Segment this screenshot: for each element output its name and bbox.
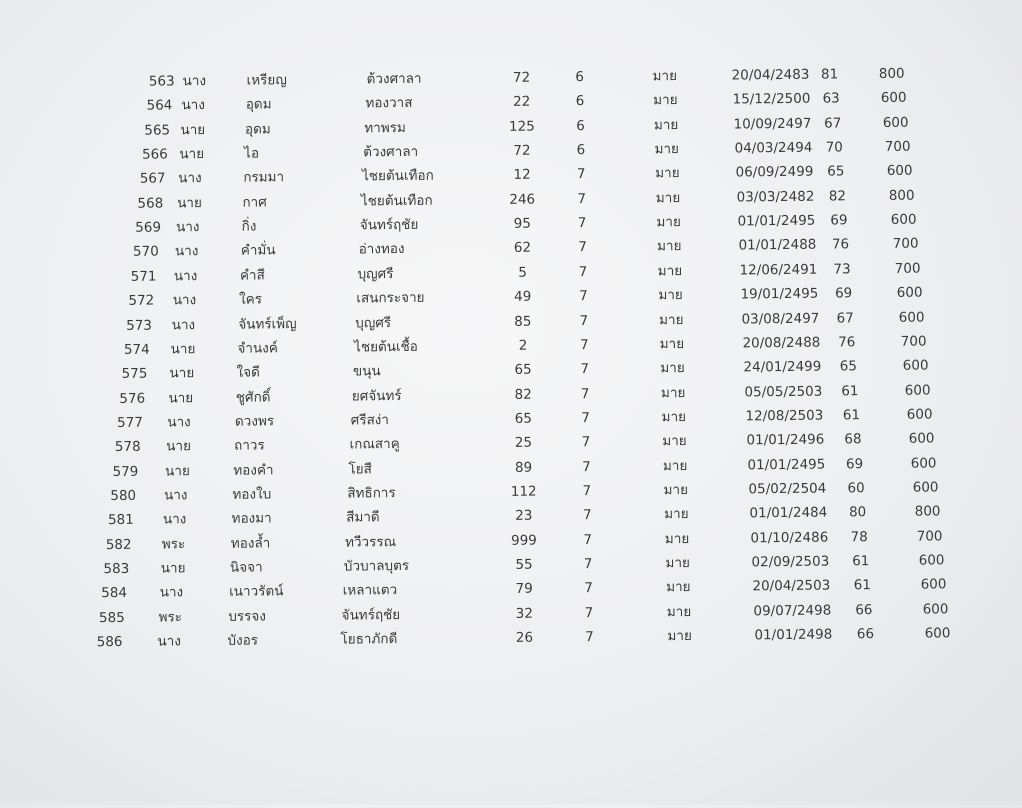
row-last-name: ศรีสง่า [350,412,390,429]
row-age: 68 [844,431,862,448]
row-first-name: ดวงพร [234,413,275,430]
row-title: นาย [179,146,205,163]
row-first-name: เนาวรัตน์ [229,583,284,601]
row-first-name: บังอร [227,632,259,649]
row-status: มาย [656,214,681,231]
row-amount: 700 [916,527,943,545]
row-status: มาย [655,165,680,182]
row-house-number: 65 [514,410,533,427]
row-amount: 600 [922,600,949,618]
row-title: นาง [174,243,199,260]
row-last-name: บัวบาลบุตร [343,557,410,575]
row-status: มาย [664,530,690,547]
row-first-name: ชูศักดิ์ [235,388,271,406]
row-age: 67 [836,309,854,326]
row-title: นาง [173,267,198,285]
row-moo: 7 [581,434,591,451]
row-house-number: 22 [513,93,531,111]
row-title: นาย [166,438,192,455]
row-last-name: อ่างทอง [358,241,405,258]
row-amount: 800 [914,503,941,520]
row-last-name: เหลาแตว [342,582,398,599]
row-last-name: ขนุน [352,363,381,380]
row-birth-date: 02/09/2503 [751,553,830,571]
row-number: 571 [130,268,157,285]
row-status: มาย [658,311,684,328]
row-moo: 6 [576,117,585,134]
row-status: มาย [655,189,681,207]
row-title: นาย [170,341,196,358]
row-age: 66 [855,601,873,618]
row-age: 69 [830,212,848,229]
row-age: 81 [820,66,839,83]
row-birth-date: 06/09/2499 [735,164,814,181]
row-house-number: 112 [510,483,537,500]
row-birth-date: 12/06/2491 [739,261,818,279]
row-house-number: 72 [512,69,531,86]
row-first-name: คำมั่น [240,242,276,260]
row-birth-date: 01/10/2486 [750,529,829,546]
row-amount: 600 [920,576,947,593]
row-first-name: คำสี [239,267,265,284]
row-status: มาย [657,262,683,280]
row-amount: 600 [898,309,925,326]
row-amount: 600 [904,382,931,399]
row-house-number: 65 [514,361,532,379]
row-amount: 600 [908,430,935,447]
row-last-name: ทวีวรรณ [344,533,397,551]
row-first-name: จำนงค์ [237,340,278,357]
row-number: 567 [139,170,166,188]
row-number: 573 [126,317,153,334]
row-status: มาย [666,603,692,620]
row-house-number: 12 [513,167,531,184]
row-house-number: 26 [515,629,534,646]
row-moo: 6 [575,69,584,86]
row-last-name: เกณสาคู [349,436,400,453]
row-birth-date: 01/01/2495 [737,212,816,230]
row-age: 65 [827,163,845,180]
row-number: 568 [137,195,164,212]
row-house-number: 5 [518,264,527,281]
row-birth-date: 01/01/2496 [746,431,825,449]
row-amount: 700 [900,333,927,350]
row-birth-date: 09/07/2498 [753,602,832,620]
row-number: 577 [117,414,143,431]
row-status: มาย [652,68,678,85]
row-moo: 6 [576,142,586,159]
row-house-number: 95 [513,215,532,232]
row-first-name: อุดม [245,96,272,113]
row-last-name: สีมาดี [346,509,380,526]
row-last-name: จันทร์ฤชัย [359,216,419,234]
row-house-number: 89 [514,459,533,476]
row-birth-date: 15/12/2500 [732,91,811,108]
row-amount: 600 [912,479,939,496]
row-age: 60 [847,480,865,497]
row-last-name: โยธาภักดี [340,631,398,648]
row-moo: 7 [582,507,592,524]
row-house-number: 125 [508,118,535,135]
row-house-number: 246 [509,191,536,208]
row-moo: 7 [579,312,589,329]
row-house-number: 25 [514,434,533,452]
row-last-name: ทาพรม [364,119,406,137]
row-first-name: นิจจา [229,559,263,576]
row-number: 569 [135,219,162,236]
row-birth-date: 19/01/2495 [740,285,819,303]
row-title: นาง [178,170,202,187]
row-moo: 7 [577,190,587,207]
row-number: 572 [128,292,155,310]
row-number: 581 [107,512,134,529]
row-status: มาย [665,554,690,572]
row-last-name: ต้วงศาลา [366,70,422,88]
row-age: 82 [828,188,847,205]
row-birth-date: 05/05/2503 [744,383,823,400]
row-title: นาย [169,365,195,382]
row-status: มาย [663,481,689,499]
row-number: 585 [98,609,125,626]
row-number: 565 [144,122,171,139]
row-house-number: 23 [515,507,533,525]
row-house-number: 2 [518,337,528,354]
row-age: 66 [856,626,875,643]
row-moo: 6 [575,93,585,110]
row-house-number: 49 [514,288,532,305]
row-amount: 600 [880,90,907,107]
row-first-name: ถาวร [234,437,265,455]
row-age: 80 [848,504,867,521]
row-birth-date: 24/01/2499 [743,358,822,376]
row-status: มาย [658,287,683,304]
row-last-name: ไชยต้นเทือก [361,168,434,185]
row-house-number: 32 [515,605,534,622]
row-moo: 7 [578,239,587,256]
row-title: นาง [167,414,191,431]
row-number: 583 [103,560,130,578]
row-amount: 600 [924,625,951,642]
row-first-name: ใจดี [236,364,261,381]
row-age: 61 [842,407,861,424]
row-last-name: ยศจันทร์ [351,387,402,405]
row-age: 73 [833,261,851,278]
row-title: นาง [182,73,207,90]
row-number: 566 [141,146,168,163]
row-amount: 700 [894,260,921,277]
row-house-number: 999 [510,532,537,549]
row-amount: 800 [878,65,905,82]
row-moo: 7 [585,629,594,646]
row-first-name: กรมมา [243,169,285,187]
row-amount: 800 [888,187,915,204]
row-moo: 7 [583,531,593,548]
row-number: 586 [96,633,123,651]
row-status: มาย [653,116,679,134]
row-birth-date: 01/01/2488 [738,237,817,254]
row-status: มาย [666,579,691,596]
row-house-number: 85 [514,313,532,330]
row-moo: 7 [576,166,586,183]
row-last-name: จันทร์ฤชัย [341,606,401,624]
row-moo: 7 [579,336,589,353]
row-moo: 7 [584,604,594,621]
row-status: มาย [653,92,678,109]
row-number: 576 [119,390,146,407]
row-moo: 7 [579,288,588,305]
row-title: พระ [158,609,183,626]
row-birth-date: 01/01/2498 [754,626,833,644]
row-first-name: ทองคำ [233,461,274,479]
row-birth-date: 20/08/2488 [742,334,821,352]
row-age: 76 [838,334,856,351]
row-house-number: 82 [514,386,532,403]
row-number: 574 [123,341,150,358]
row-first-name: กาศ [242,194,267,211]
row-title: นาง [171,316,196,333]
row-first-name: จันทร์เพ็ญ [238,315,297,333]
row-last-name: ต้วงศาลา [363,143,419,161]
row-status: มาย [667,628,692,645]
row-number: 578 [114,438,141,456]
row-last-name: ไชยต้นเทือก [360,192,433,210]
row-first-name: กิ่ง [241,218,257,235]
row-last-name: โยสี [348,460,372,478]
row-moo: 7 [584,580,593,597]
row-number: 584 [101,585,128,602]
row-last-name: ทองวาส [365,95,413,112]
row-age: 69 [834,285,853,302]
row-status: มาย [654,141,680,158]
row-age: 67 [824,115,842,132]
row-first-name: ทองล้ำ [230,535,271,552]
row-status: มาย [662,457,688,474]
row-first-name: ใคร [239,291,263,308]
row-birth-date: 03/08/2497 [741,310,820,327]
row-amount: 600 [910,455,937,472]
row-moo: 7 [578,263,588,280]
row-status: มาย [662,433,687,450]
row-moo: 7 [583,556,593,573]
row-birth-date: 20/04/2483 [731,66,810,84]
row-title: นาง [157,633,181,650]
row-amount: 600 [896,284,923,301]
row-amount: 600 [882,114,909,131]
row-amount: 600 [886,163,913,180]
row-age: 78 [850,528,868,545]
row-amount: 600 [918,552,945,569]
row-birth-date: 03/03/2482 [736,188,815,206]
row-age: 70 [825,139,843,156]
row-age: 61 [853,577,872,594]
row-amount: 600 [902,357,929,374]
row-number: 570 [132,243,159,261]
row-birth-date: 01/01/2484 [749,504,828,522]
row-status: มาย [664,506,689,523]
row-last-name: บุญศรี [355,314,392,331]
row-age: 69 [845,455,864,472]
row-amount: 700 [884,138,911,155]
row-title: นาย [180,121,206,138]
row-birth-date: 01/01/2495 [747,456,826,473]
row-birth-date: 20/04/2503 [752,577,831,595]
row-last-name: ไชยต้นเชื้อ [354,338,418,356]
row-age: 65 [839,358,857,375]
row-first-name: เหรียญ [246,72,287,89]
row-title: นาย [177,194,202,212]
row-moo: 7 [577,215,587,232]
row-birth-date: 10/09/2497 [733,115,812,133]
row-first-name: บรรจง [228,608,266,625]
row-number: 579 [112,463,139,480]
row-house-number: 62 [513,240,532,257]
row-age: 76 [831,236,850,253]
row-title: นาง [163,487,188,504]
row-house-number: 79 [515,580,533,598]
row-number: 564 [146,97,173,115]
row-title: พระ [161,535,186,553]
row-first-name: ทองใบ [232,486,272,503]
row-birth-date: 04/03/2494 [734,139,813,157]
row-amount: 700 [892,236,919,253]
row-moo: 7 [582,482,592,500]
row-age: 61 [852,553,870,570]
row-status: มาย [657,238,682,255]
row-title: นาง [162,511,187,528]
row-last-name: บุญศรี [357,265,394,283]
row-title: นาย [165,462,190,480]
row-birth-date: 12/08/2503 [745,407,824,425]
row-first-name: ไอ [244,145,260,162]
row-moo: 7 [580,361,590,378]
row-age: 63 [822,90,840,107]
row-title: นาย [168,389,194,406]
row-house-number: 72 [513,142,531,159]
row-number: 582 [105,536,132,553]
row-first-name: ทองมา [231,510,272,528]
row-status: มาย [661,408,687,426]
row-status: มาย [660,384,686,401]
row-amount: 600 [890,211,917,228]
row-moo: 7 [580,385,590,402]
row-moo: 7 [582,458,591,475]
row-title: นาง [181,97,206,114]
row-number: 563 [148,73,175,90]
row-last-name: เสนกระจาย [356,289,425,307]
row-number: 575 [121,365,148,383]
row-last-name: สิทธิการ [347,485,396,502]
row-title: นาง [172,292,197,309]
row-title: นาง [159,584,184,601]
row-birth-date: 05/02/2504 [748,480,827,498]
row-moo: 7 [581,409,590,427]
row-status: มาย [660,360,685,377]
row-age: 61 [841,382,859,399]
row-amount: 600 [906,406,933,423]
row-title: นาง [175,219,200,236]
row-house-number: 55 [515,556,533,573]
row-number: 580 [110,487,137,504]
row-first-name: อุดม [244,121,271,138]
row-title: นาย [160,560,186,577]
row-status: มาย [659,335,685,353]
